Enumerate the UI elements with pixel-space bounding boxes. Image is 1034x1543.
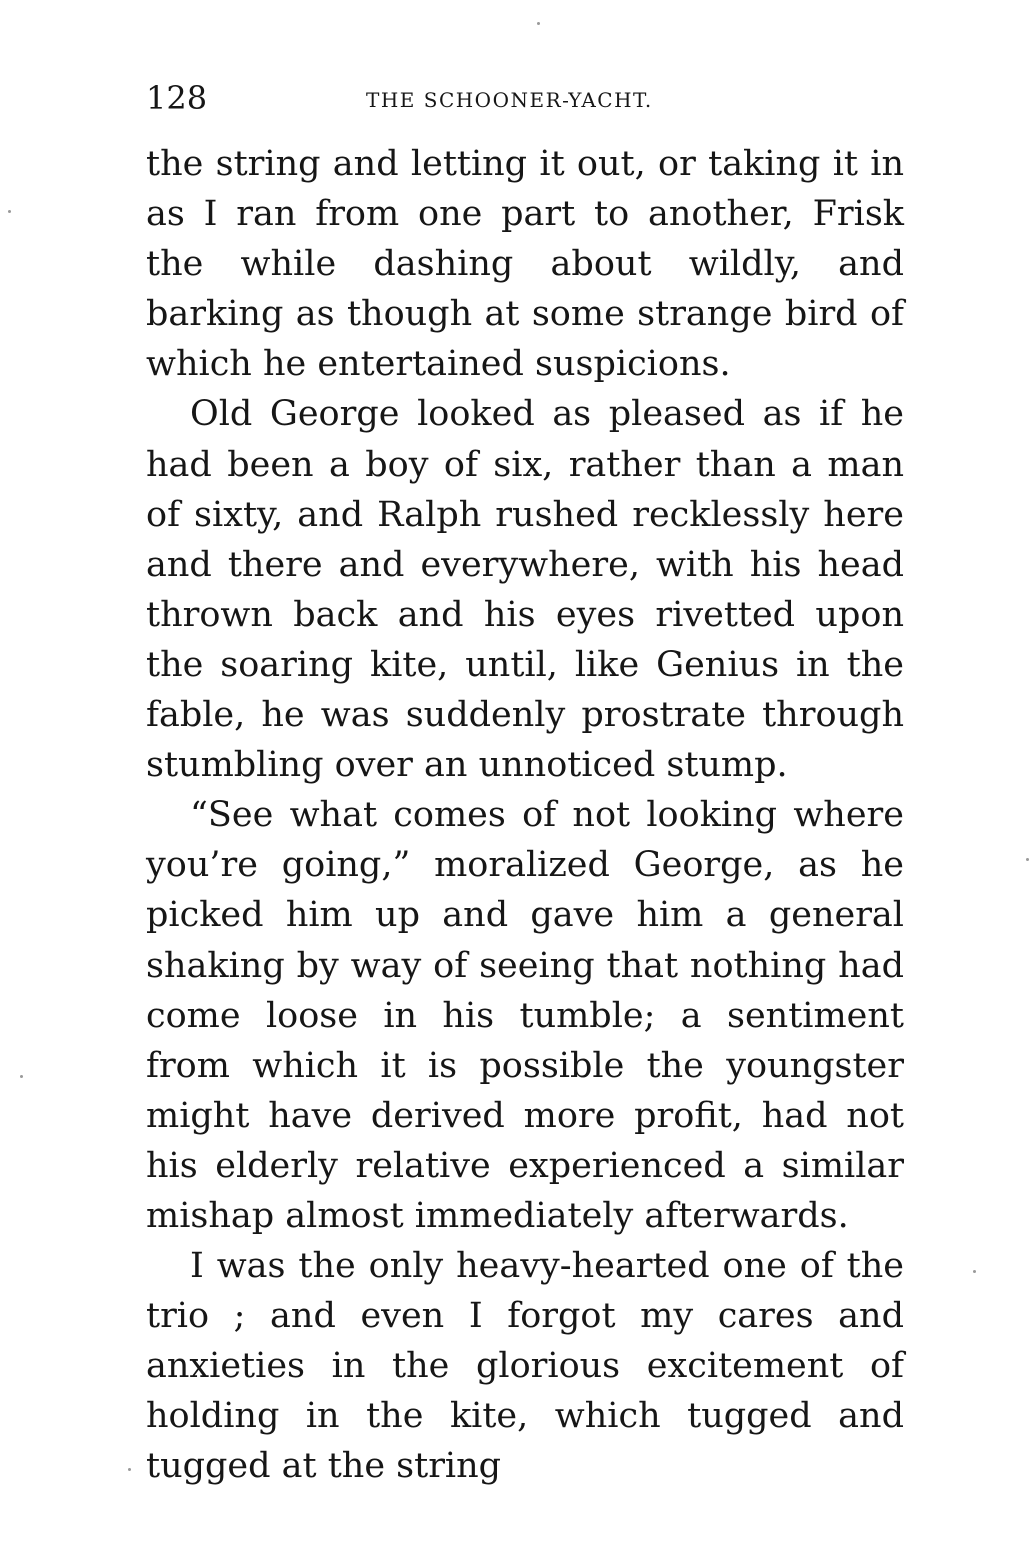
paragraph-1: the string and letting it out, or taking it in as I ran from one part to another, Frisk the while dashing about wildly, and barking as though at some strange bird of which he entertained suspicions. <box>146 144 904 385</box>
paragraph-4: I was the only heavy-hearted one of the trio ; and even I forgot my cares and anxieties in the glorious excitement of holding in the kite, which tugged and tugged at the string <box>146 1246 904 1487</box>
scan-speck <box>8 210 11 213</box>
scan-speck <box>20 1075 23 1078</box>
scan-speck <box>537 22 540 25</box>
scan-speck <box>1026 858 1029 861</box>
body-text <box>146 139 904 1492</box>
running-title: THE SCHOONER-YACHT. <box>366 88 653 112</box>
scan-speck <box>128 1468 131 1471</box>
scan-speck <box>973 1270 976 1273</box>
running-head <box>146 78 904 118</box>
paragraph-3: “See what comes of not looking where you’re going,” moralized George, as he picked him up and gave him a general shaking by way of seeing that nothing had come loose in his tumble; a sentiment from which it is possible the youngster might have derived more profit, had not his elderly relative experienced a similar mishap almost immediately afterwards. <box>146 795 904 1236</box>
paragraph-2: Old George looked as pleased as if he had been a boy of six, rather than a man of sixty, and Ralph rushed recklessly here and there and everywhere, with his head thrown back and his eyes rivetted upon the soaring kite, until, like Genius in the fable, he was suddenly prostrate through stumbling over an unnoticed stump. <box>146 394 904 786</box>
page-number: 128 <box>146 79 208 117</box>
